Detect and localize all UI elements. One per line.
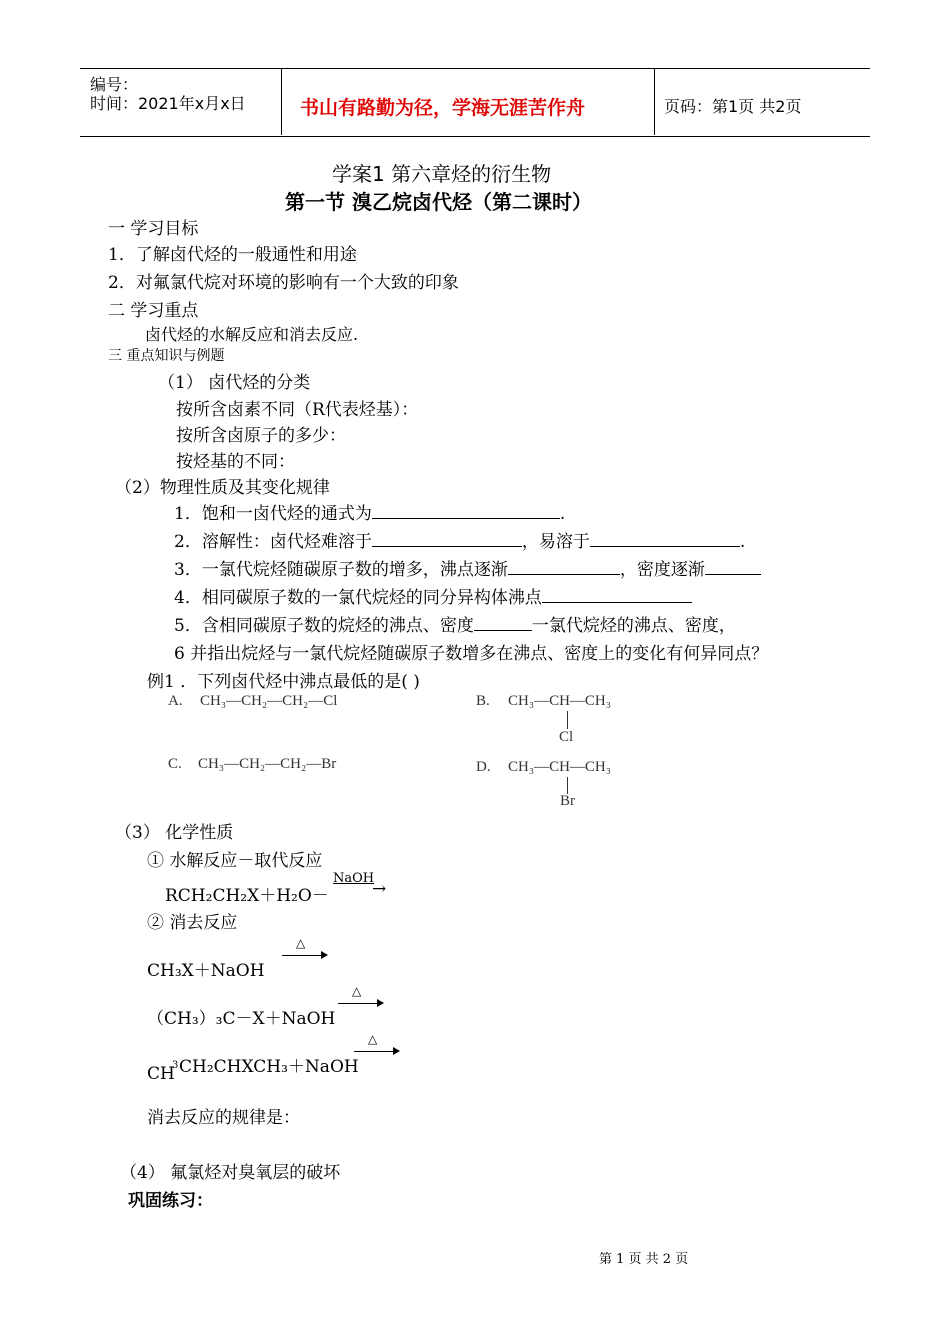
heat-symbol-3: △ <box>368 1032 378 1046</box>
heat-symbol-2: △ <box>352 984 362 998</box>
question-5: 5．含相同碳原子数的烷烃的沸点、密度 一氯代烷烃的沸点、密度， <box>174 616 736 636</box>
elimination-equation-3: CH₂CHXCH₃＋NaOH <box>179 1057 359 1077</box>
blank-3a[interactable] <box>508 560 620 575</box>
blank-3b[interactable] <box>705 560 761 575</box>
option-d-substituent: Br <box>560 793 575 809</box>
option-d-bond <box>567 777 568 794</box>
footer-page-number: 第 1 页 共 2 页 <box>599 1252 689 1267</box>
reaction-arrow-2-head <box>377 999 384 1007</box>
elimination-equation-3-prefix: CH <box>147 1064 175 1084</box>
header-divider-2 <box>654 68 655 135</box>
section-2-heading: 二 学习重点 <box>108 301 199 321</box>
reaction-arrow-1 <box>282 955 322 956</box>
option-d-formula: CH₃—CH—CH₃ <box>508 759 611 775</box>
question-4: 4．相同碳原子数的一氯代烷烃的同分异构体沸点 <box>174 583 692 608</box>
blank-5[interactable] <box>474 616 532 631</box>
option-b-bond <box>567 711 568 729</box>
practice-heading: 巩固练习： <box>128 1191 213 1211</box>
blank-2b[interactable] <box>590 532 740 547</box>
option-b-label: B. <box>476 693 490 709</box>
example-1: 例1 ．下列卤代烃中沸点最低的是( ) <box>147 672 420 692</box>
header-time: 时间：2021年x月x日 <box>90 94 246 113</box>
reaction-arrow-1-head <box>321 951 328 959</box>
goal-1: 1．了解卤代烃的一般通性和用途 <box>108 245 357 265</box>
section-3-heading: 三 重点知识与例题 <box>108 348 225 364</box>
option-b-substituent: Cl <box>559 729 574 745</box>
option-c-label: C. <box>168 756 182 772</box>
chemical-heading: （3） 化学性质 <box>115 823 234 843</box>
reaction-arrow-3 <box>354 1051 394 1052</box>
classification-line-2: 按所含卤原子的多少： <box>176 426 346 446</box>
classification-line-1: 按所含卤素不同（R代表烃基）： <box>176 400 419 420</box>
physical-heading: （2）物理性质及其变化规律 <box>115 478 330 498</box>
question-6: 6 并指出烷烃与一氯代烷烃随碳原子数增多在沸点、密度上的变化有何异同点？ <box>174 644 769 664</box>
title-line-1: 学案1 第六章烃的衍生物 <box>332 162 552 186</box>
hydrolysis-equation: RCH₂CH₂X＋H₂O－ <box>165 886 329 906</box>
elimination-equation-3-sup: 3 <box>172 1060 179 1071</box>
elimination-equation-1: CH₃X＋NaOH <box>147 961 265 981</box>
reaction-arrow-2 <box>338 1003 378 1004</box>
option-d-label: D. <box>476 759 491 775</box>
option-a-label: A. <box>168 693 183 709</box>
elimination-rule: 消去反应的规律是： <box>147 1108 300 1128</box>
header-motto: 书山有路勤为径，学海无涯苦作舟 <box>300 97 586 119</box>
option-c-formula: CH₃—CH₂—CH₂—Br <box>198 756 337 772</box>
heat-symbol-1: △ <box>296 936 306 950</box>
goal-2: 2．对氟氯代烷对环境的影响有一个大致的印象 <box>108 273 459 293</box>
key-points: 卤代烃的水解反应和消去反应. <box>145 325 359 344</box>
elimination-equation-2: （CH₃）₃C－X＋NaOH <box>147 1009 336 1029</box>
ozone-heading: （4） 氟氯烃对臭氧层的破坏 <box>120 1163 341 1183</box>
blank-1[interactable] <box>372 504 560 519</box>
classification-line-3: 按烃基的不同： <box>176 452 295 472</box>
question-3: 3．一氯代烷烃随碳原子数的增多，沸点逐渐 ，密度逐渐 <box>174 555 761 580</box>
header-divider-1 <box>281 68 282 135</box>
section-1-heading: 一 学习目标 <box>108 219 199 239</box>
header-page-info: 页码：第1页 共2页 <box>664 97 802 116</box>
hydrolysis-condition: NaOH <box>333 871 375 886</box>
title-line-2: 第一节 溴乙烷卤代烃（第二课时） <box>285 190 592 214</box>
question-2: 2．溶解性：卤代烃难溶于 ，易溶于 . <box>174 532 746 552</box>
blank-4[interactable] <box>542 588 692 603</box>
option-a-formula: CH₃—CH₂—CH₂—Cl <box>200 693 338 709</box>
header-number: 编号： <box>90 75 139 94</box>
hydrolysis-heading: ① 水解反应－取代反应 <box>147 851 323 871</box>
blank-2a[interactable] <box>372 532 522 547</box>
reaction-arrow-3-head <box>393 1047 400 1055</box>
option-b-formula: CH₃—CH—CH₃ <box>508 693 611 709</box>
classification-heading: （1） 卤代烃的分类 <box>158 373 311 393</box>
elimination-heading: ② 消去反应 <box>147 913 238 933</box>
question-1: 1．饱和一卤代烃的通式为 . <box>174 504 566 524</box>
hydrolysis-arrow: → <box>372 879 387 899</box>
